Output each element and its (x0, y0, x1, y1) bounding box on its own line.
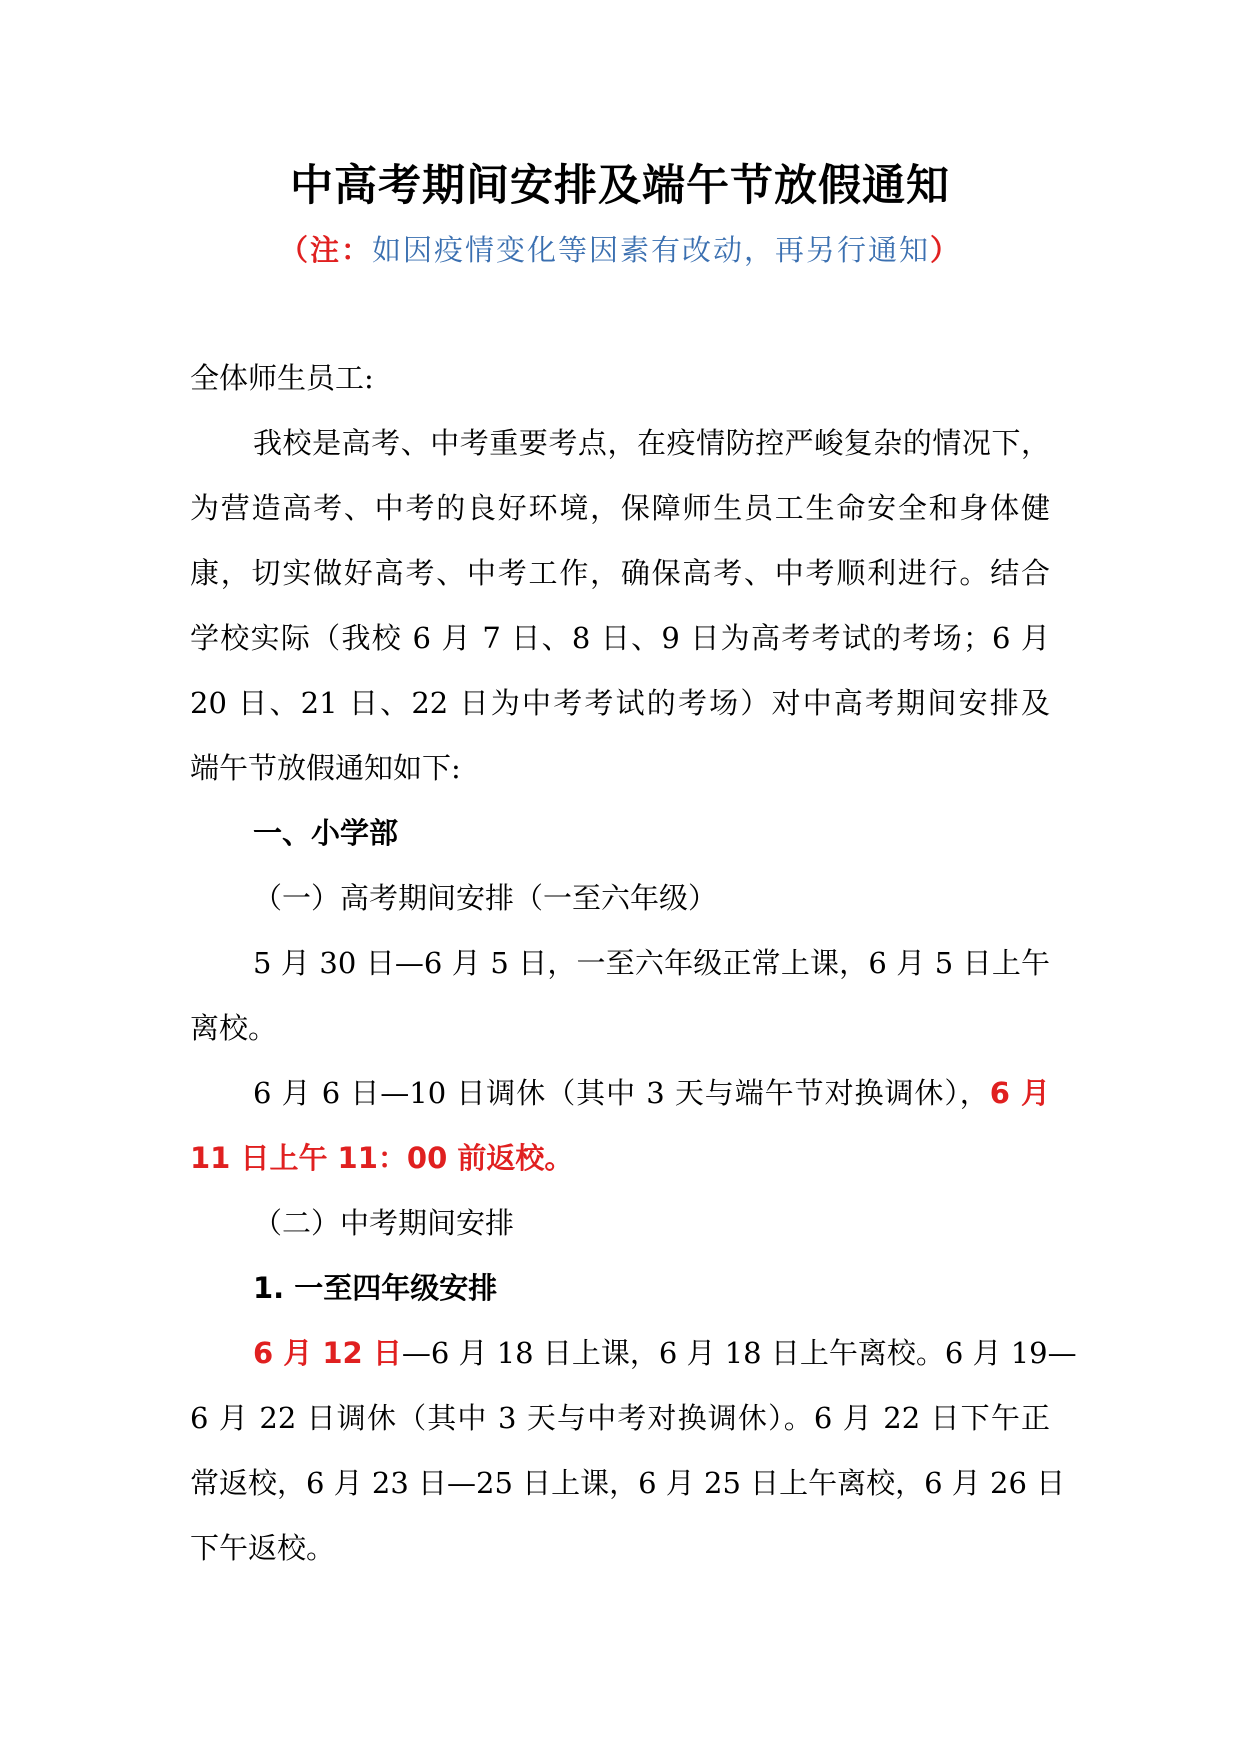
remark-text: 如因疫情变化等因素有改动，再另行通知 (371, 233, 930, 267)
paragraph-line: 5 月 30 日—6 月 5 日，一至六年级正常上课，6 月 5 日上午 (253, 946, 1050, 980)
paragraph-line (253, 1073, 1050, 1114)
intro-line: 康，切实做好高考、中考工作，确保高考、中考顺利进行。结合 (190, 556, 1050, 590)
remark-close: ） (930, 233, 962, 267)
page-title: 中高考期间安排及端午节放假通知 (290, 161, 950, 211)
paragraph-line: 离校。 (190, 1011, 278, 1045)
return-date-highlight: 11 日上午 11：00 前返校。 (190, 1141, 574, 1175)
return-schedule-text: 6 月 6 日—10 日调休（其中 3 天与端午节对换调休）， (253, 1076, 990, 1110)
paragraph-line: 6 月 22 日调休（其中 3 天与中考对换调休）。6 月 22 日下午正 (190, 1401, 1050, 1435)
intro-line: 端午节放假通知如下: (190, 751, 461, 785)
intro-line: 学校实际（我校 6 月 7 日、8 日、9 日为高考考试的考场；6 月 (190, 621, 1050, 655)
start-date-highlight: 6 月 12 日 (253, 1336, 402, 1370)
paragraph-line: 常返校，6 月 23 日—25 日上课，6 月 25 日上午离校，6 月 26 日 (190, 1466, 1066, 1500)
notice-remark (0, 228, 1240, 269)
subsection-heading-zhongkao: （二）中考期间安排 (253, 1206, 515, 1240)
item-heading-grades: 1. 一至四年级安排 (253, 1271, 498, 1305)
greeting: 全体师生员工: (190, 361, 374, 395)
return-date-highlight: 6 月 (989, 1076, 1050, 1110)
subsection-heading-gaokao: （一）高考期间安排（一至六年级） (253, 881, 718, 915)
intro-line: 我校是高考、中考重要考点，在疫情防控严峻复杂的情况下， (253, 426, 1050, 460)
schedule-text: —6 月 18 日上课，6 月 18 日上午离校。6 月 19— (401, 1336, 1077, 1370)
section-heading-primary: 一、小学部 (253, 816, 399, 850)
remark-open: （注： (278, 233, 372, 267)
intro-line: 20 日、21 日、22 日为中考考试的考场）对中高考期间安排及 (190, 686, 1050, 720)
intro-line: 为营造高考、中考的良好环境，保障师生员工生命安全和身体健 (190, 491, 1050, 525)
paragraph-line: 下午返校。 (190, 1531, 336, 1565)
paragraph-line (253, 1333, 1077, 1374)
